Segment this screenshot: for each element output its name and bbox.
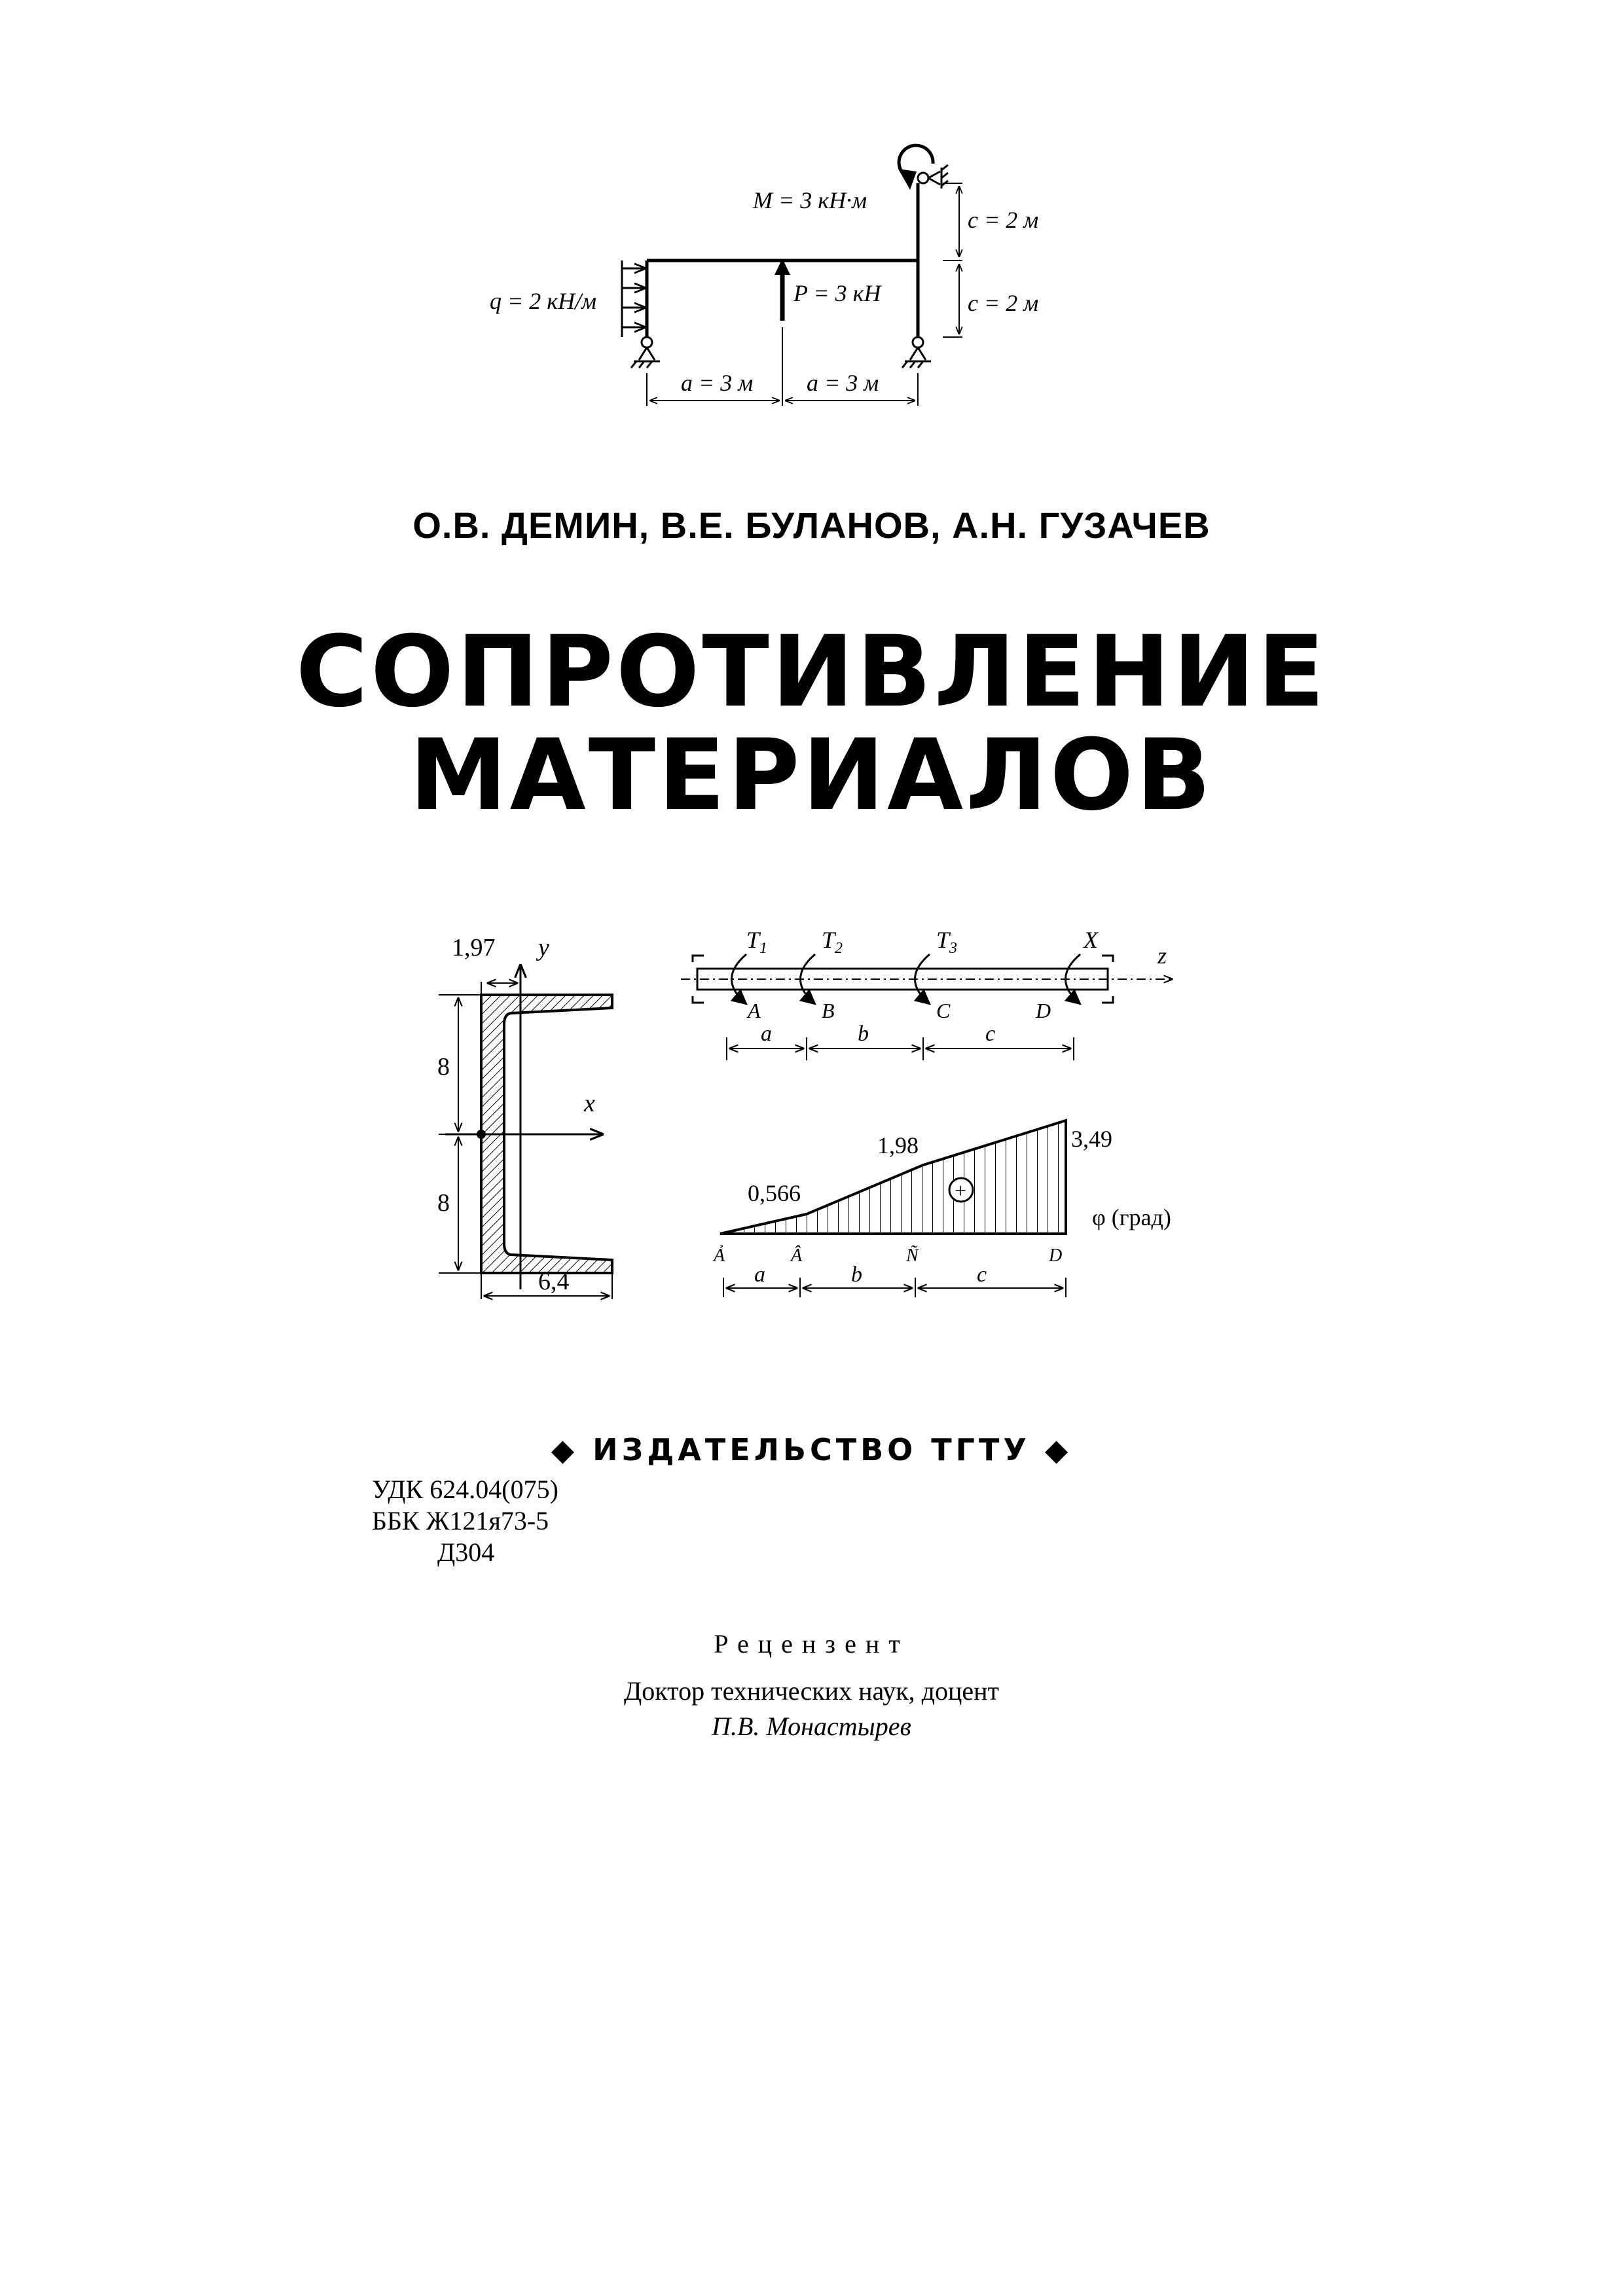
- point-force-arrow: [775, 259, 790, 321]
- value-d: 3,49: [1071, 1126, 1112, 1152]
- book-title-line-1: СОПРОТИВЛЕНИЕ: [295, 615, 1328, 729]
- torque-x-label: X: [1084, 927, 1098, 953]
- segment-a-label: a: [761, 1022, 772, 1046]
- twist-segment-c-label: c: [977, 1263, 987, 1287]
- torque-t2-label: $T_2$: [822, 927, 843, 957]
- y-axis-label: y: [538, 934, 549, 961]
- authors: О.В. ДЕМИН, В.Е. БУЛАНОВ, А.Н. ГУЗАЧЕВ: [412, 505, 1211, 546]
- lower-half-label: 8: [437, 1189, 450, 1217]
- author-code: Д304: [437, 1537, 495, 1567]
- moment-label: M = 3 кН·м: [753, 187, 867, 213]
- shaft-diagram: [0, 903, 1623, 1361]
- height-lower-label: c = 2 м: [968, 290, 1039, 316]
- segment-b-label: b: [858, 1022, 869, 1046]
- publisher: ◆ ИЗДАТЕЛЬСТВО ТГТУ ◆: [551, 1432, 1072, 1467]
- width-label: 6,4: [538, 1268, 570, 1295]
- twist-segment-b-label: b: [851, 1263, 862, 1287]
- plus-sign: +: [955, 1179, 967, 1202]
- reviewer-label: Рецензент: [714, 1629, 909, 1659]
- z-axis-label: z: [1158, 942, 1167, 969]
- force-label: P = 3 кН: [793, 280, 881, 306]
- torque-t1-label: $T_1$: [746, 927, 768, 957]
- twist-segment-a-label: a: [754, 1263, 765, 1287]
- frame-diagram: [0, 0, 1623, 458]
- pin-support-left: [631, 337, 660, 368]
- flange-thickness-label: 1,97: [452, 934, 496, 961]
- twist-point-b: Â: [791, 1246, 803, 1266]
- span-right-label: a = 3 м: [807, 370, 879, 396]
- twist-point-d: D: [1049, 1246, 1063, 1266]
- segment-c-label: c: [985, 1022, 996, 1046]
- span-left-label: a = 3 м: [681, 370, 754, 396]
- reviewer-name: П.В. Монастырев: [712, 1712, 911, 1741]
- distributed-load: [622, 260, 645, 337]
- twist-unit-label: φ (град): [1092, 1204, 1171, 1230]
- value-c: 1,98: [877, 1132, 919, 1158]
- bbk-code: ББК Ж121я73-5: [372, 1506, 549, 1535]
- twist-point-a: Ả: [714, 1246, 725, 1266]
- moment-arrow: [898, 145, 933, 190]
- point-c-label: C: [936, 999, 951, 1022]
- load-label: q = 2 кН/м: [490, 288, 597, 314]
- height-upper-label: c = 2 м: [968, 207, 1039, 233]
- book-title-line-2: МАТЕРИАЛОВ: [409, 719, 1214, 833]
- value-b: 0,566: [748, 1180, 801, 1206]
- twist-point-c: Ñ: [906, 1246, 919, 1266]
- point-d-label: D: [1036, 999, 1051, 1022]
- point-b-label: B: [822, 999, 835, 1022]
- x-axis-label: x: [584, 1090, 595, 1117]
- udk-code: УДК 624.04(075): [372, 1475, 558, 1504]
- pin-support-right: [902, 337, 931, 368]
- point-a-label: A: [748, 999, 761, 1022]
- reviewer-degree: Доктор технических наук, доцент: [623, 1676, 1000, 1706]
- pin-support-top: [918, 165, 948, 188]
- upper-half-label: 8: [437, 1053, 450, 1081]
- torque-t3-label: $T_3$: [936, 927, 958, 957]
